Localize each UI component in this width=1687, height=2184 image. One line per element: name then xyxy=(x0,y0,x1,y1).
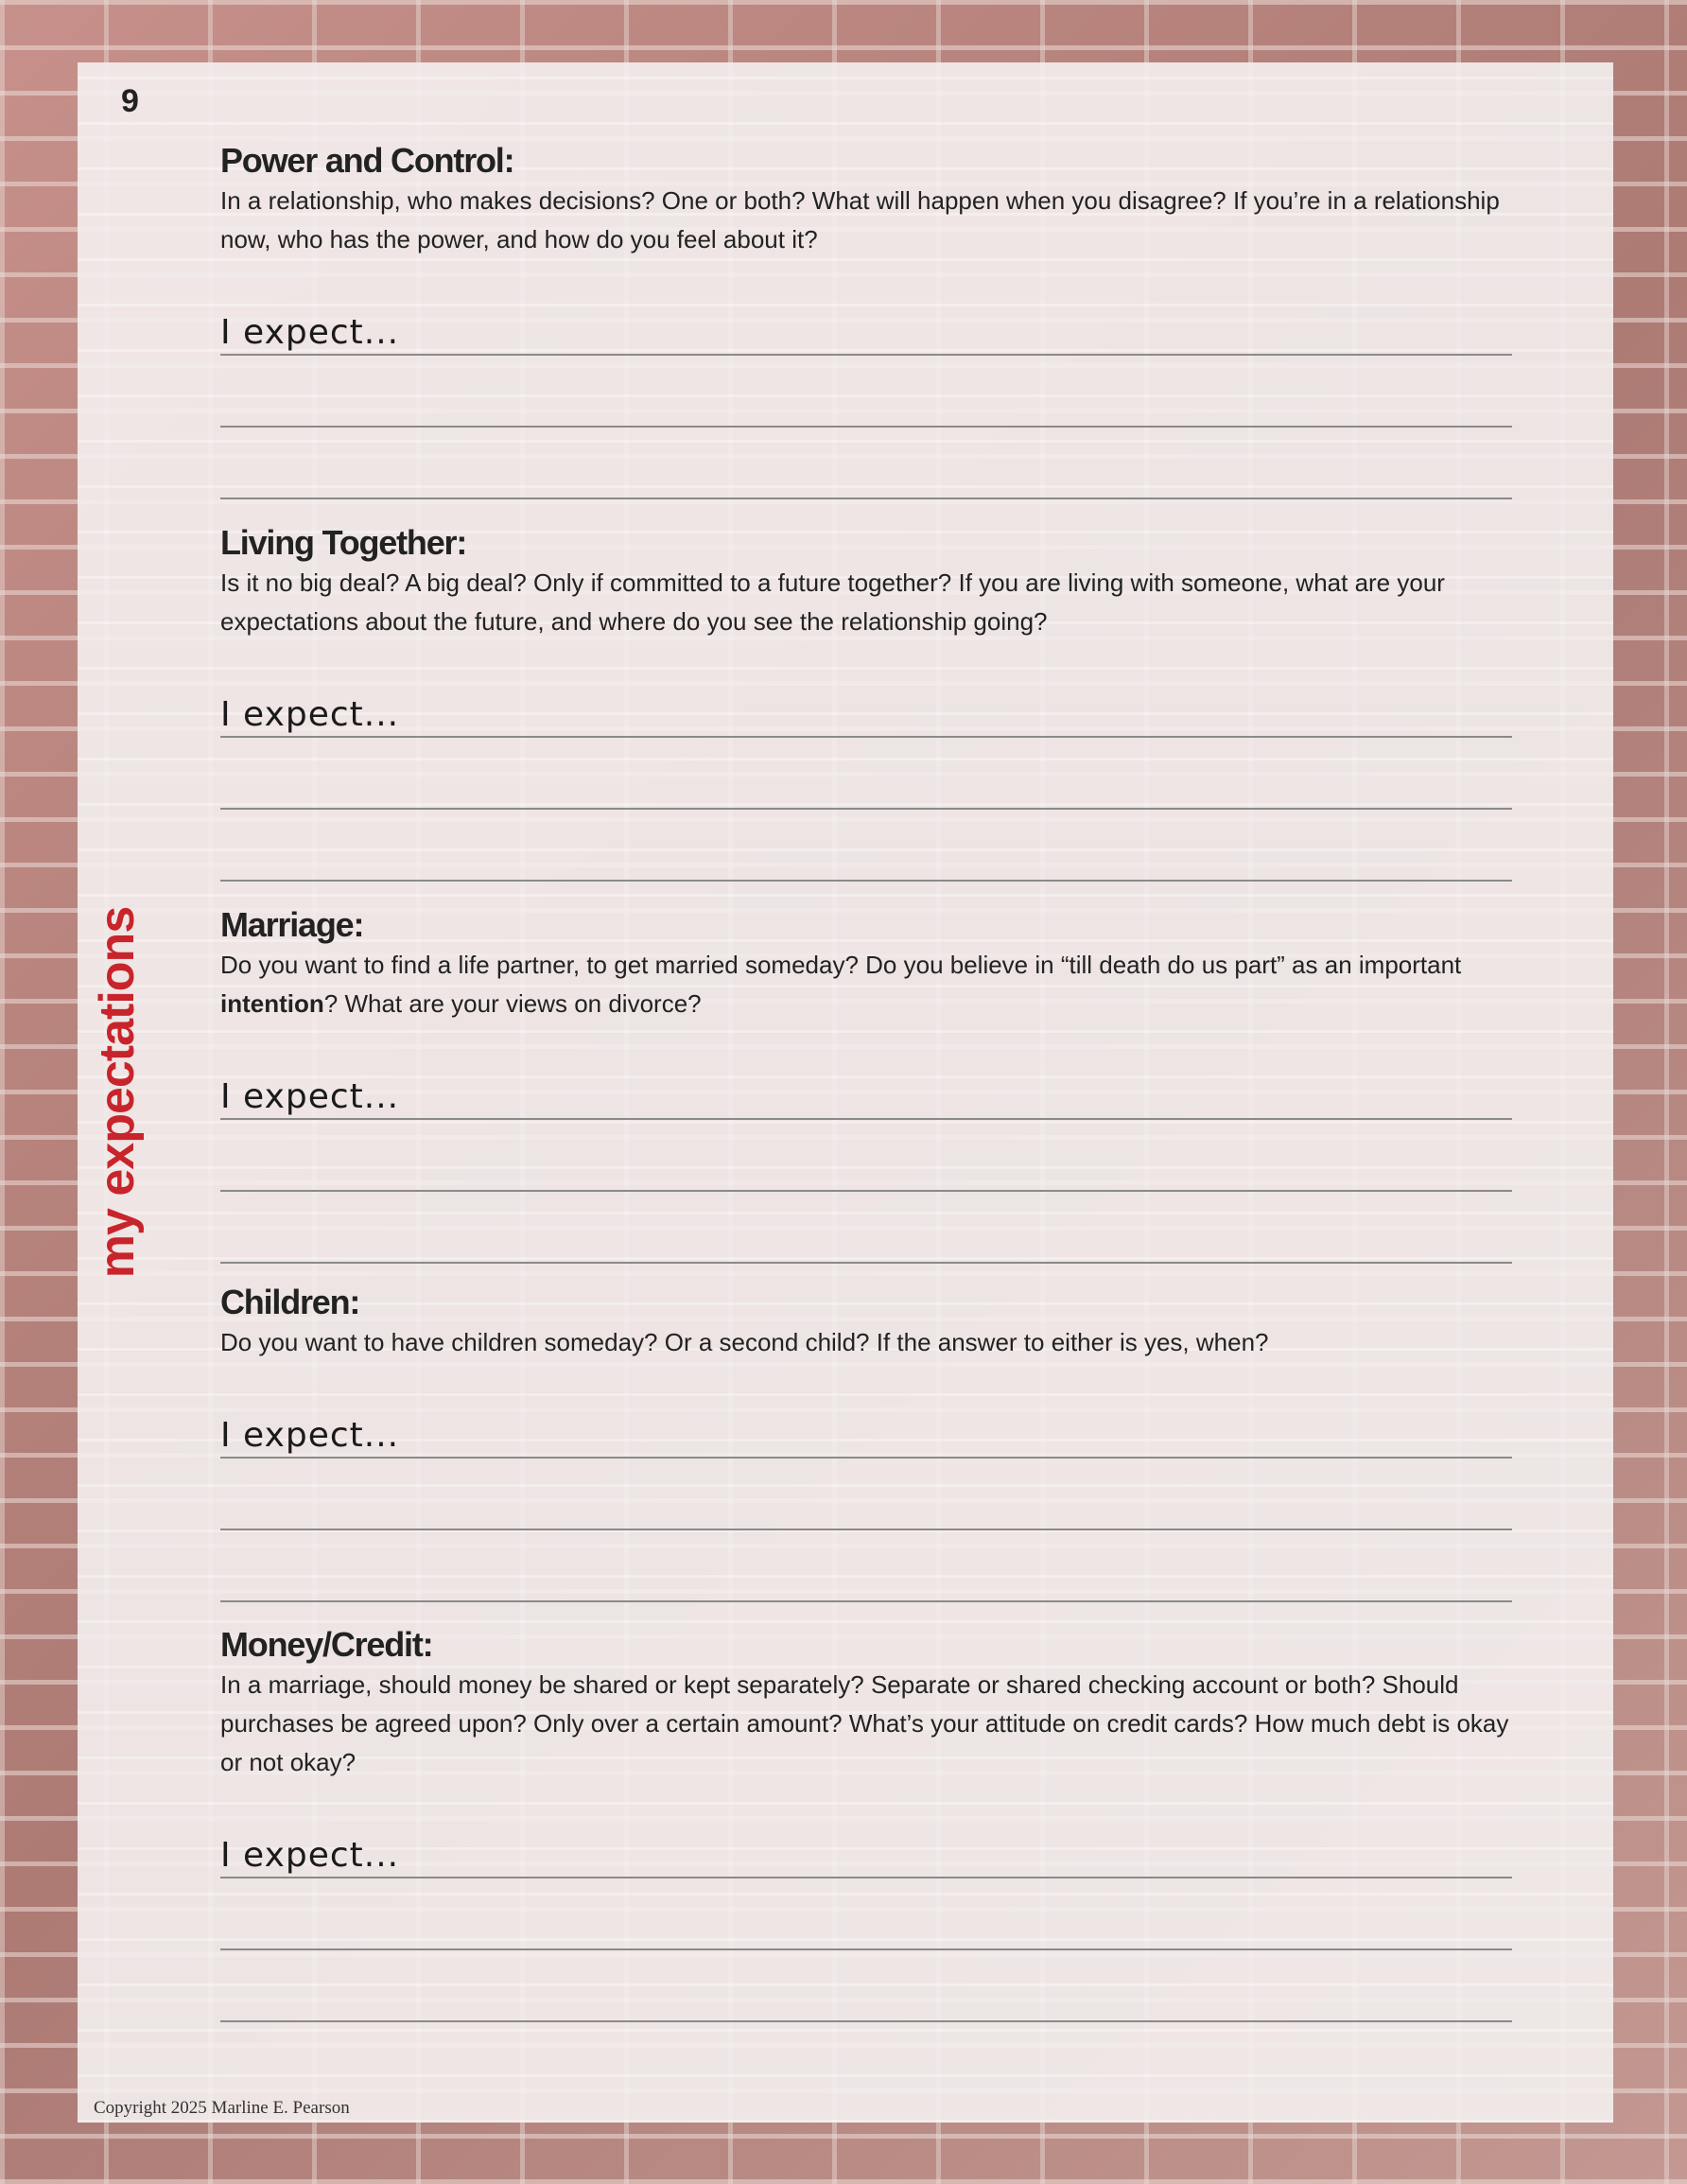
section-title: Marriage: xyxy=(220,905,364,944)
answer-line[interactable] xyxy=(220,356,1512,428)
answer-line[interactable] xyxy=(220,1387,1512,1459)
answer-line[interactable] xyxy=(220,738,1512,810)
section-description: Is it no big deal? A big deal? Only if committed to a future together? If you are living with someone, what are your expectations about the future, and where do you see the relationship going? xyxy=(220,568,1445,636)
section-description: In a relationship, who makes decisions? One or both? What will happen when you disagree? If you’re in a relationship now, who has the power, and how do you feel about it? xyxy=(220,186,1500,253)
answer-line[interactable] xyxy=(220,284,1512,356)
answer-line[interactable] xyxy=(220,1192,1512,1264)
side-label: my expectations xyxy=(90,906,145,1279)
section-description: Do you want to find a life partner, to get married someday? Do you believe in “till death do us part” as an important intention? What are your views on divorce? xyxy=(220,951,1462,1018)
expect-label: I expect... xyxy=(220,1416,400,1455)
section-children xyxy=(220,1282,1512,1602)
emphasis-text: intention xyxy=(220,989,324,1018)
expect-label: I expect... xyxy=(220,313,400,352)
answer-line[interactable] xyxy=(220,1530,1512,1602)
answer-lines xyxy=(220,1807,1512,2022)
section-title: Power and Control: xyxy=(220,141,514,180)
expect-label: I expect... xyxy=(220,1836,400,1875)
section-power-and-control xyxy=(220,140,1512,499)
expect-label: I expect... xyxy=(220,1077,400,1116)
answer-line[interactable] xyxy=(220,1120,1512,1192)
section-living-together xyxy=(220,522,1512,882)
answer-line[interactable] xyxy=(220,428,1512,499)
copyright-notice: Copyright 2025 Marline E. Pearson xyxy=(94,2098,350,2118)
answer-line[interactable] xyxy=(220,1048,1512,1120)
answer-lines xyxy=(220,1387,1512,1602)
answer-lines xyxy=(220,666,1512,882)
section-title: Children: xyxy=(220,1283,360,1321)
answer-line[interactable] xyxy=(220,1950,1512,2022)
section-description: In a marriage, should money be shared or kept separately? Separate or shared checking account or both? Should purchases be agreed upon? Only over a certain amount? What’s your attitude on credit cards? How much debt is okay or not okay? xyxy=(220,1670,1509,1776)
section-marriage xyxy=(220,904,1512,1264)
answer-line[interactable] xyxy=(220,810,1512,882)
page-number: 9 xyxy=(121,83,139,119)
answer-line[interactable] xyxy=(220,1459,1512,1530)
section-title: Living Together: xyxy=(220,523,467,562)
answer-line[interactable] xyxy=(220,1878,1512,1950)
expect-label: I expect... xyxy=(220,695,400,734)
answer-lines xyxy=(220,284,1512,499)
answer-line[interactable] xyxy=(220,1807,1512,1878)
answer-line[interactable] xyxy=(220,666,1512,738)
section-description: Do you want to have children someday? Or a second child? If the answer to either is yes, when? xyxy=(220,1328,1269,1356)
section-title: Money/Credit: xyxy=(220,1625,433,1664)
section-money-credit xyxy=(220,1624,1512,2022)
answer-lines xyxy=(220,1048,1512,1264)
